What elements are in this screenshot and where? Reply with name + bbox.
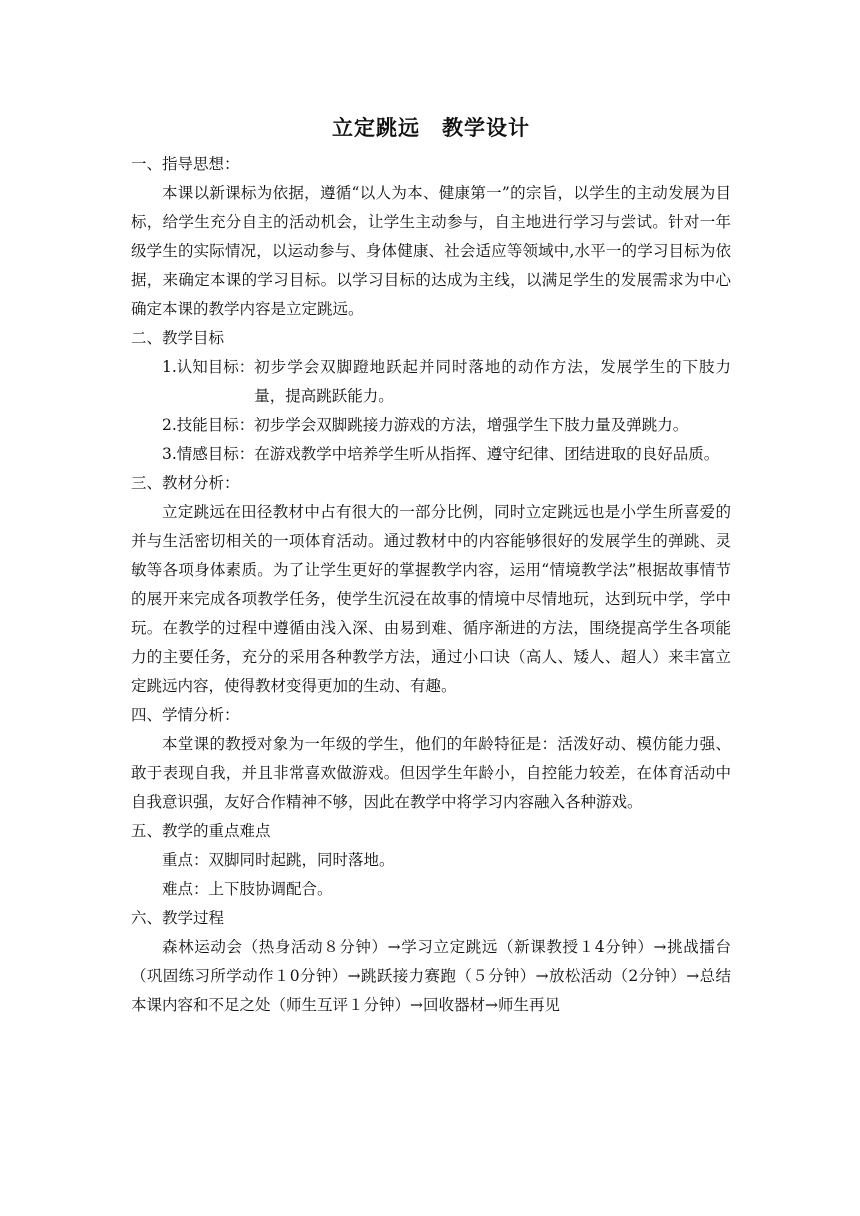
key-point-line: 重点：双脚同时起跳，同时落地。	[162, 851, 395, 869]
section-paragraph: 森林运动会（热身活动８分钟）→学习立定跳远（新课教授１4分钟）→挑战擂台（巩固练习所学动作１0分钟）→跳跃接力赛跑（５分钟）→放松活动（2分钟）→总结本课内容和不足之处（师生互评１分钟）→回收器材→师生再见	[131, 938, 731, 1014]
section-paragraph: 本课以新课标为依据，遵循“以人为本、健康第一”的宗旨，以学生的主动发展为目标，给学生充分自主的活动机会，让学生主动参与，自主地进行学习与尝试。针对一年级学生的实际情况，以运动参与、身体健康、社会适应等领域中,水平一的学习目标为依据，来确定本课的学习目标。以学习目标的达成为主线，以满足学生的发展需求为中心确定本课的教学内容是立定跳远。	[131, 184, 731, 318]
objective-label: 2.技能目标：	[162, 416, 255, 434]
section-guiding-ideology	[131, 150, 731, 324]
objective-item	[131, 411, 731, 440]
section-paragraph: 立定跳远在田径教材中占有很大的一部分比例，同时立定跳远也是小学生所喜爱的并与生活密切相关的一项体育活动。通过教材中的内容能够很好的发展学生的弹跳、灵敏等各项身体素质。为了让学生更好的掌握教学内容，运用“情境教学法”根据故事情节的展开来完成各项教学任务，使学生沉浸在故事的情境中尽情地玩，达到玩中学，学中玩。在教学的过程中遵循由浅入深、由易到难、循序渐进的方法，围绕提高学生各项能力的主要任务，充分的采用各种教学方法，通过小口诀（高人、矮人、超人）来丰富立定跳远内容，使得教材变得更加的生动、有趣。	[131, 503, 731, 695]
objective-item	[131, 440, 731, 469]
document-title: 立定跳远 教学设计	[332, 115, 530, 140]
section-heading: 三、教材分析：	[131, 474, 240, 492]
section-key-points	[131, 817, 731, 904]
difficulty-line: 难点：上下肢协调配合。	[162, 880, 333, 898]
objective-label: 3.情感目标：	[162, 445, 255, 463]
document-body	[131, 112, 731, 1020]
section-teaching-objectives	[131, 324, 731, 469]
objective-label: 1.认知目标：	[162, 358, 255, 376]
section-material-analysis	[131, 469, 731, 701]
section-heading: 四、学情分析：	[131, 706, 240, 724]
section-student-analysis	[131, 701, 731, 817]
objective-item	[131, 353, 731, 411]
objective-text: 初步学会双脚蹬地跃起并同时落地的动作方法，发展学生的下肢力量，提高跳跃能力。	[254, 358, 731, 405]
section-heading: 二、教学目标	[131, 329, 225, 347]
section-teaching-process	[131, 904, 731, 1020]
section-heading: 六、教学过程	[131, 909, 225, 927]
section-heading: 五、教学的重点难点	[131, 822, 271, 840]
section-heading: 一、指导思想：	[131, 155, 240, 173]
section-paragraph: 本堂课的教授对象为一年级的学生，他们的年龄特征是：活泼好动、模仿能力强、敢于表现自我，并且非常喜欢做游戏。但因学生年龄小，自控能力较差，在体育活动中自我意识强，友好合作精神不够，因此在教学中将学习内容融入各种游戏。	[131, 735, 731, 811]
objective-text: 初步学会双脚跳接力游戏的方法，增强学生下肢力量及弹跳力。	[254, 416, 689, 434]
objective-text: 在游戏教学中培养学生听从指挥、遵守纪律、团结进取的良好品质。	[254, 445, 720, 463]
